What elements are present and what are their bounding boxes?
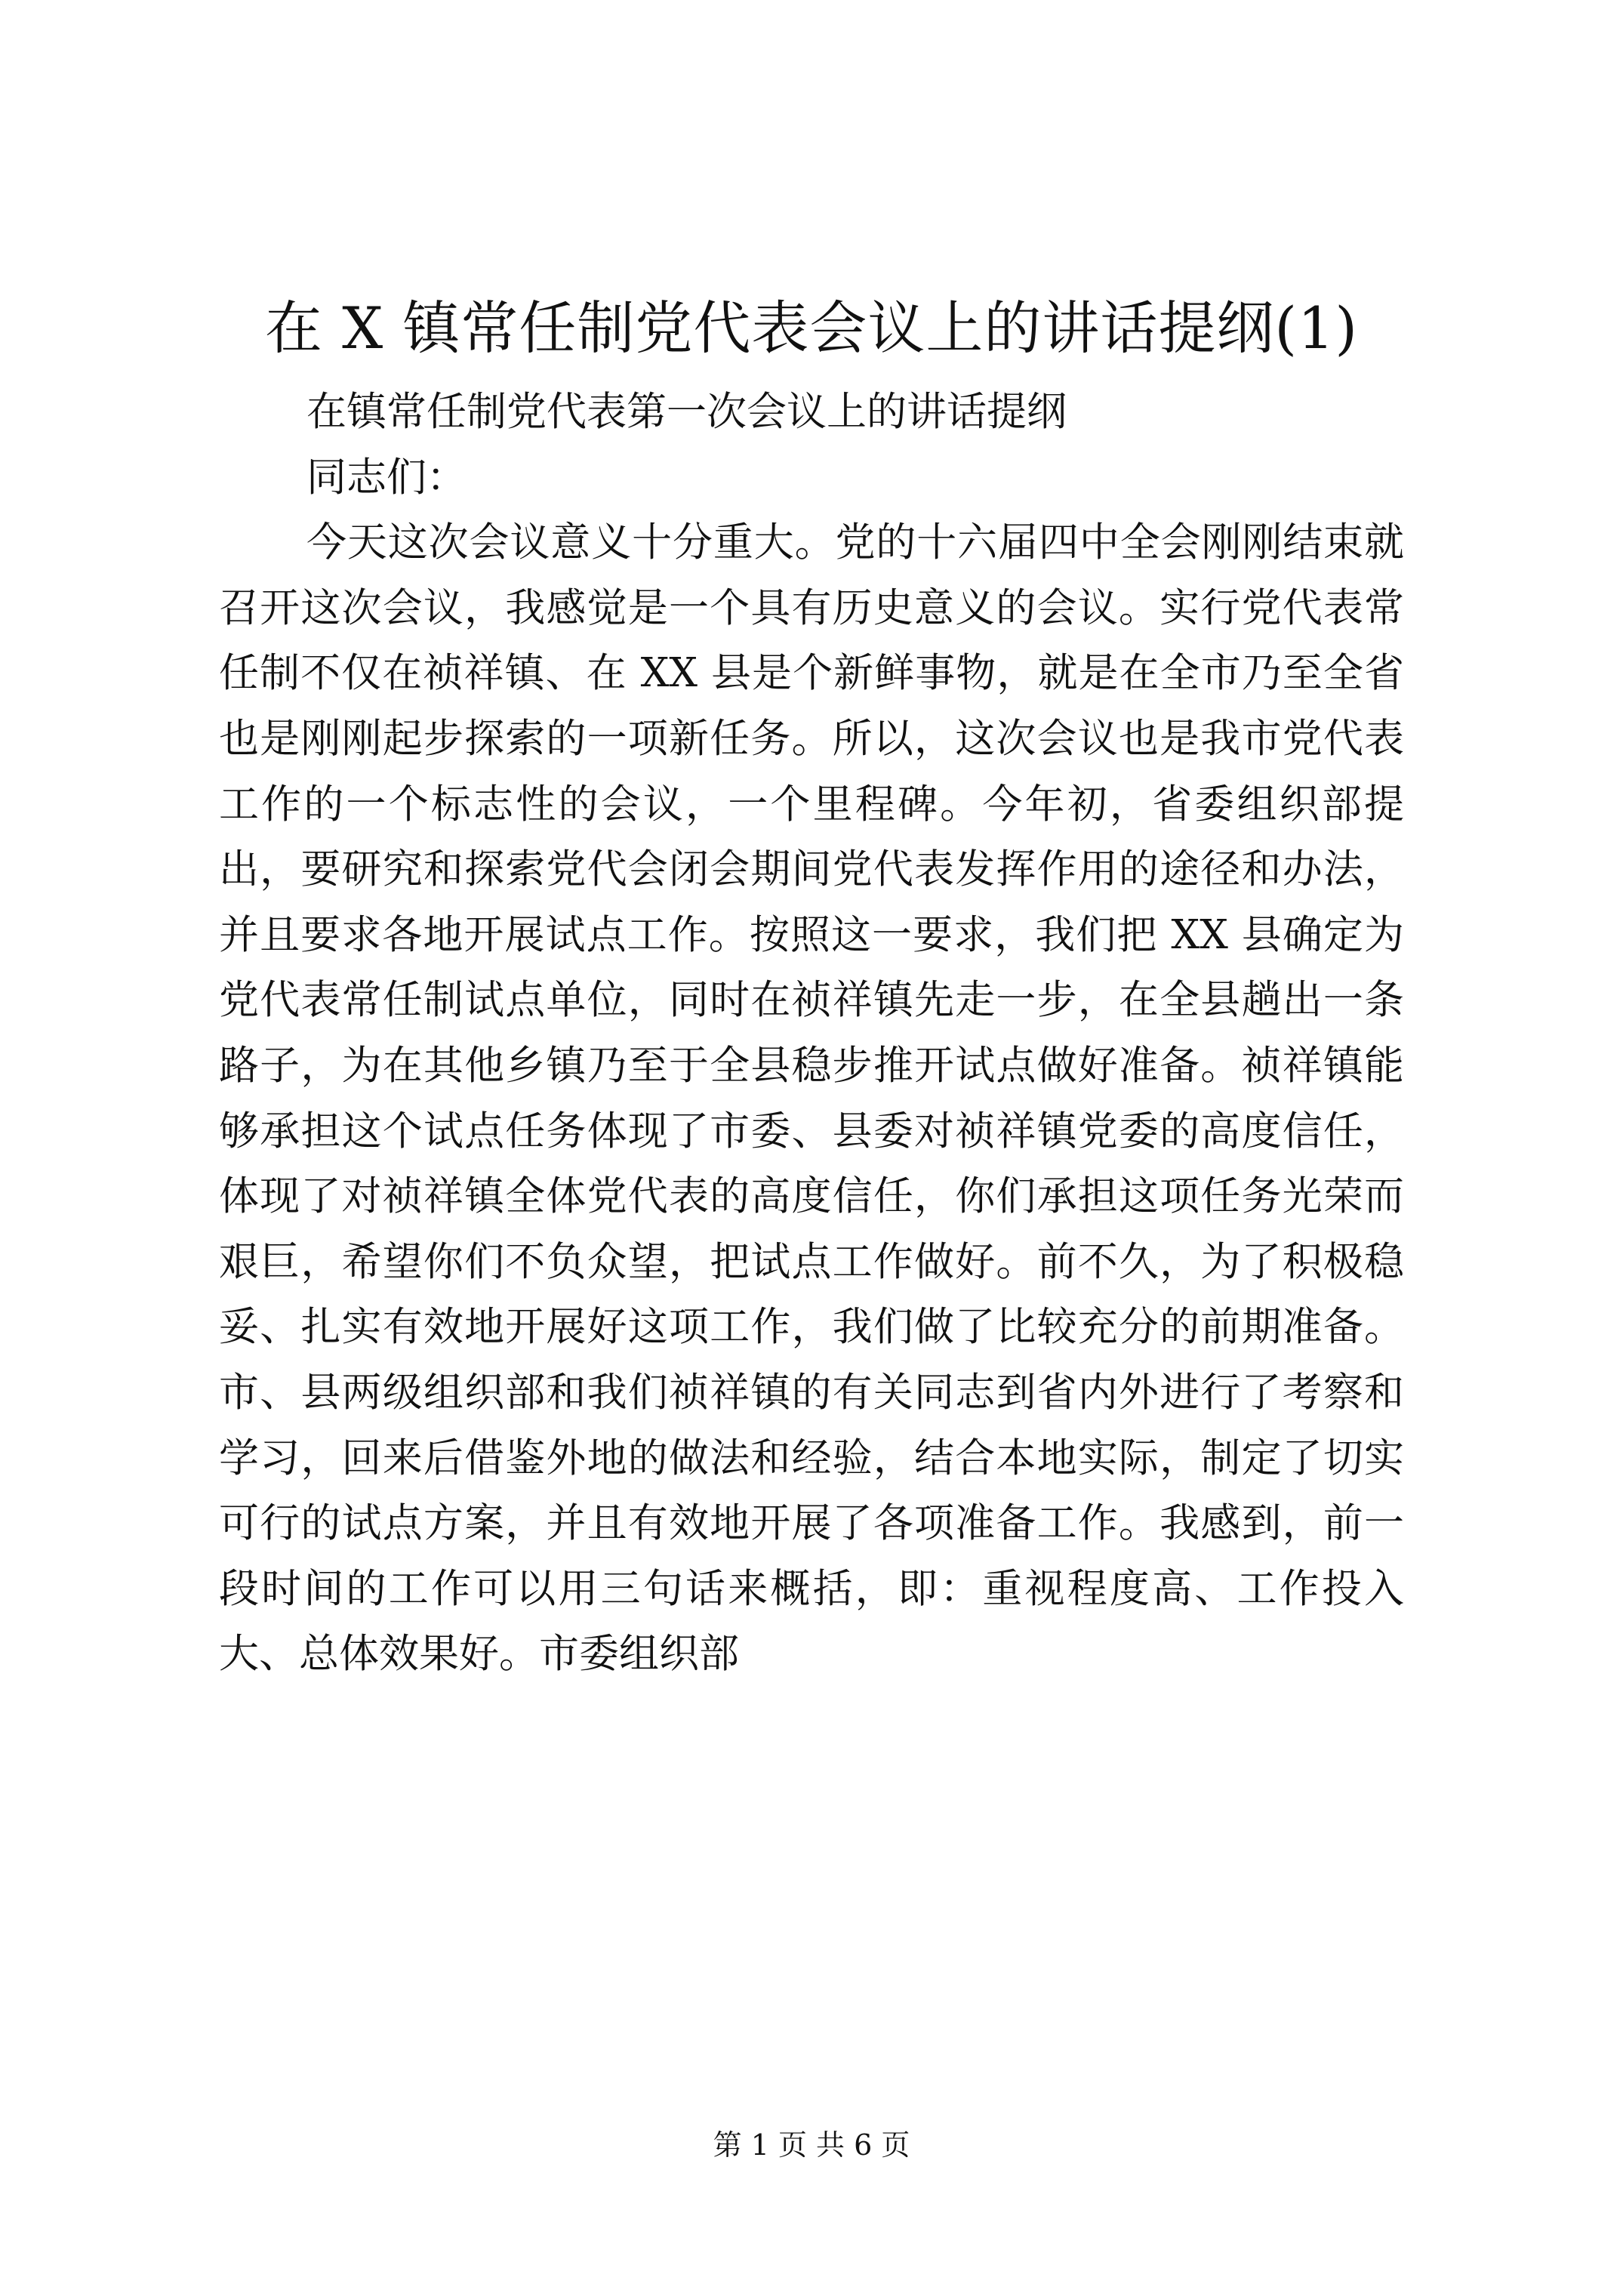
document-body (219, 380, 1404, 1687)
page-footer: 第 1 页 共 6 页 (713, 2128, 910, 2162)
salutation: 同志们： (306, 454, 467, 501)
document-subtitle: 在镇常任制党代表第一次会议上的讲话提纲 (306, 389, 1067, 435)
document-title: 在 X 镇常任制党代表会议上的讲话提纲(1) (264, 294, 1359, 362)
body-paragraph: 今天这次会议意义十分重大。党的十六届四中全会刚刚结束就召开这次会议，我感觉是一个具有历史意义的会议。实行党代表常任制不仅在祯祥镇、在 XX 县是个新鲜事物，就是在全市乃至全省也是刚刚起步探索的一项新任务。所以，这次会议也是我市党代表工作的一个标志性的会议，一个里程碑。今年初，省委组织部提出，要研究和探索党代会闭会期间党代表发挥作用的途径和办法，并且要求各地开展试点工作。按照这一要求，我们把 XX 县确定为党代表常任制试点单位，同时在祯祥镇先走一步，在全县趟出一条路子，为在其他乡镇乃至于全县稳步推开试点做好准备。祯祥镇能够承担这个试点任务体现了市委、县委对祯祥镇党委的高度信任，体现了对祯祥镇全体党代表的高度信任，你们承担这项任务光荣而艰巨，希望你们不负众望，把试点工作做好。前不久，为了积极稳妥、扎实有效地开展好这项工作，我们做了比较充分的前期准备。市、县两级组织部和我们祯祥镇的有关同志到省内外进行了考察和学习，回来后借鉴外地的做法和经验，结合本地实际，制定了切实可行的试点方案，并且有效地开展了各项准备工作。我感到，前一段时间的工作可以用三句话来概括，即：重视程度高、工作投入大、总体效果好。市委组织部 (219, 519, 1404, 1678)
